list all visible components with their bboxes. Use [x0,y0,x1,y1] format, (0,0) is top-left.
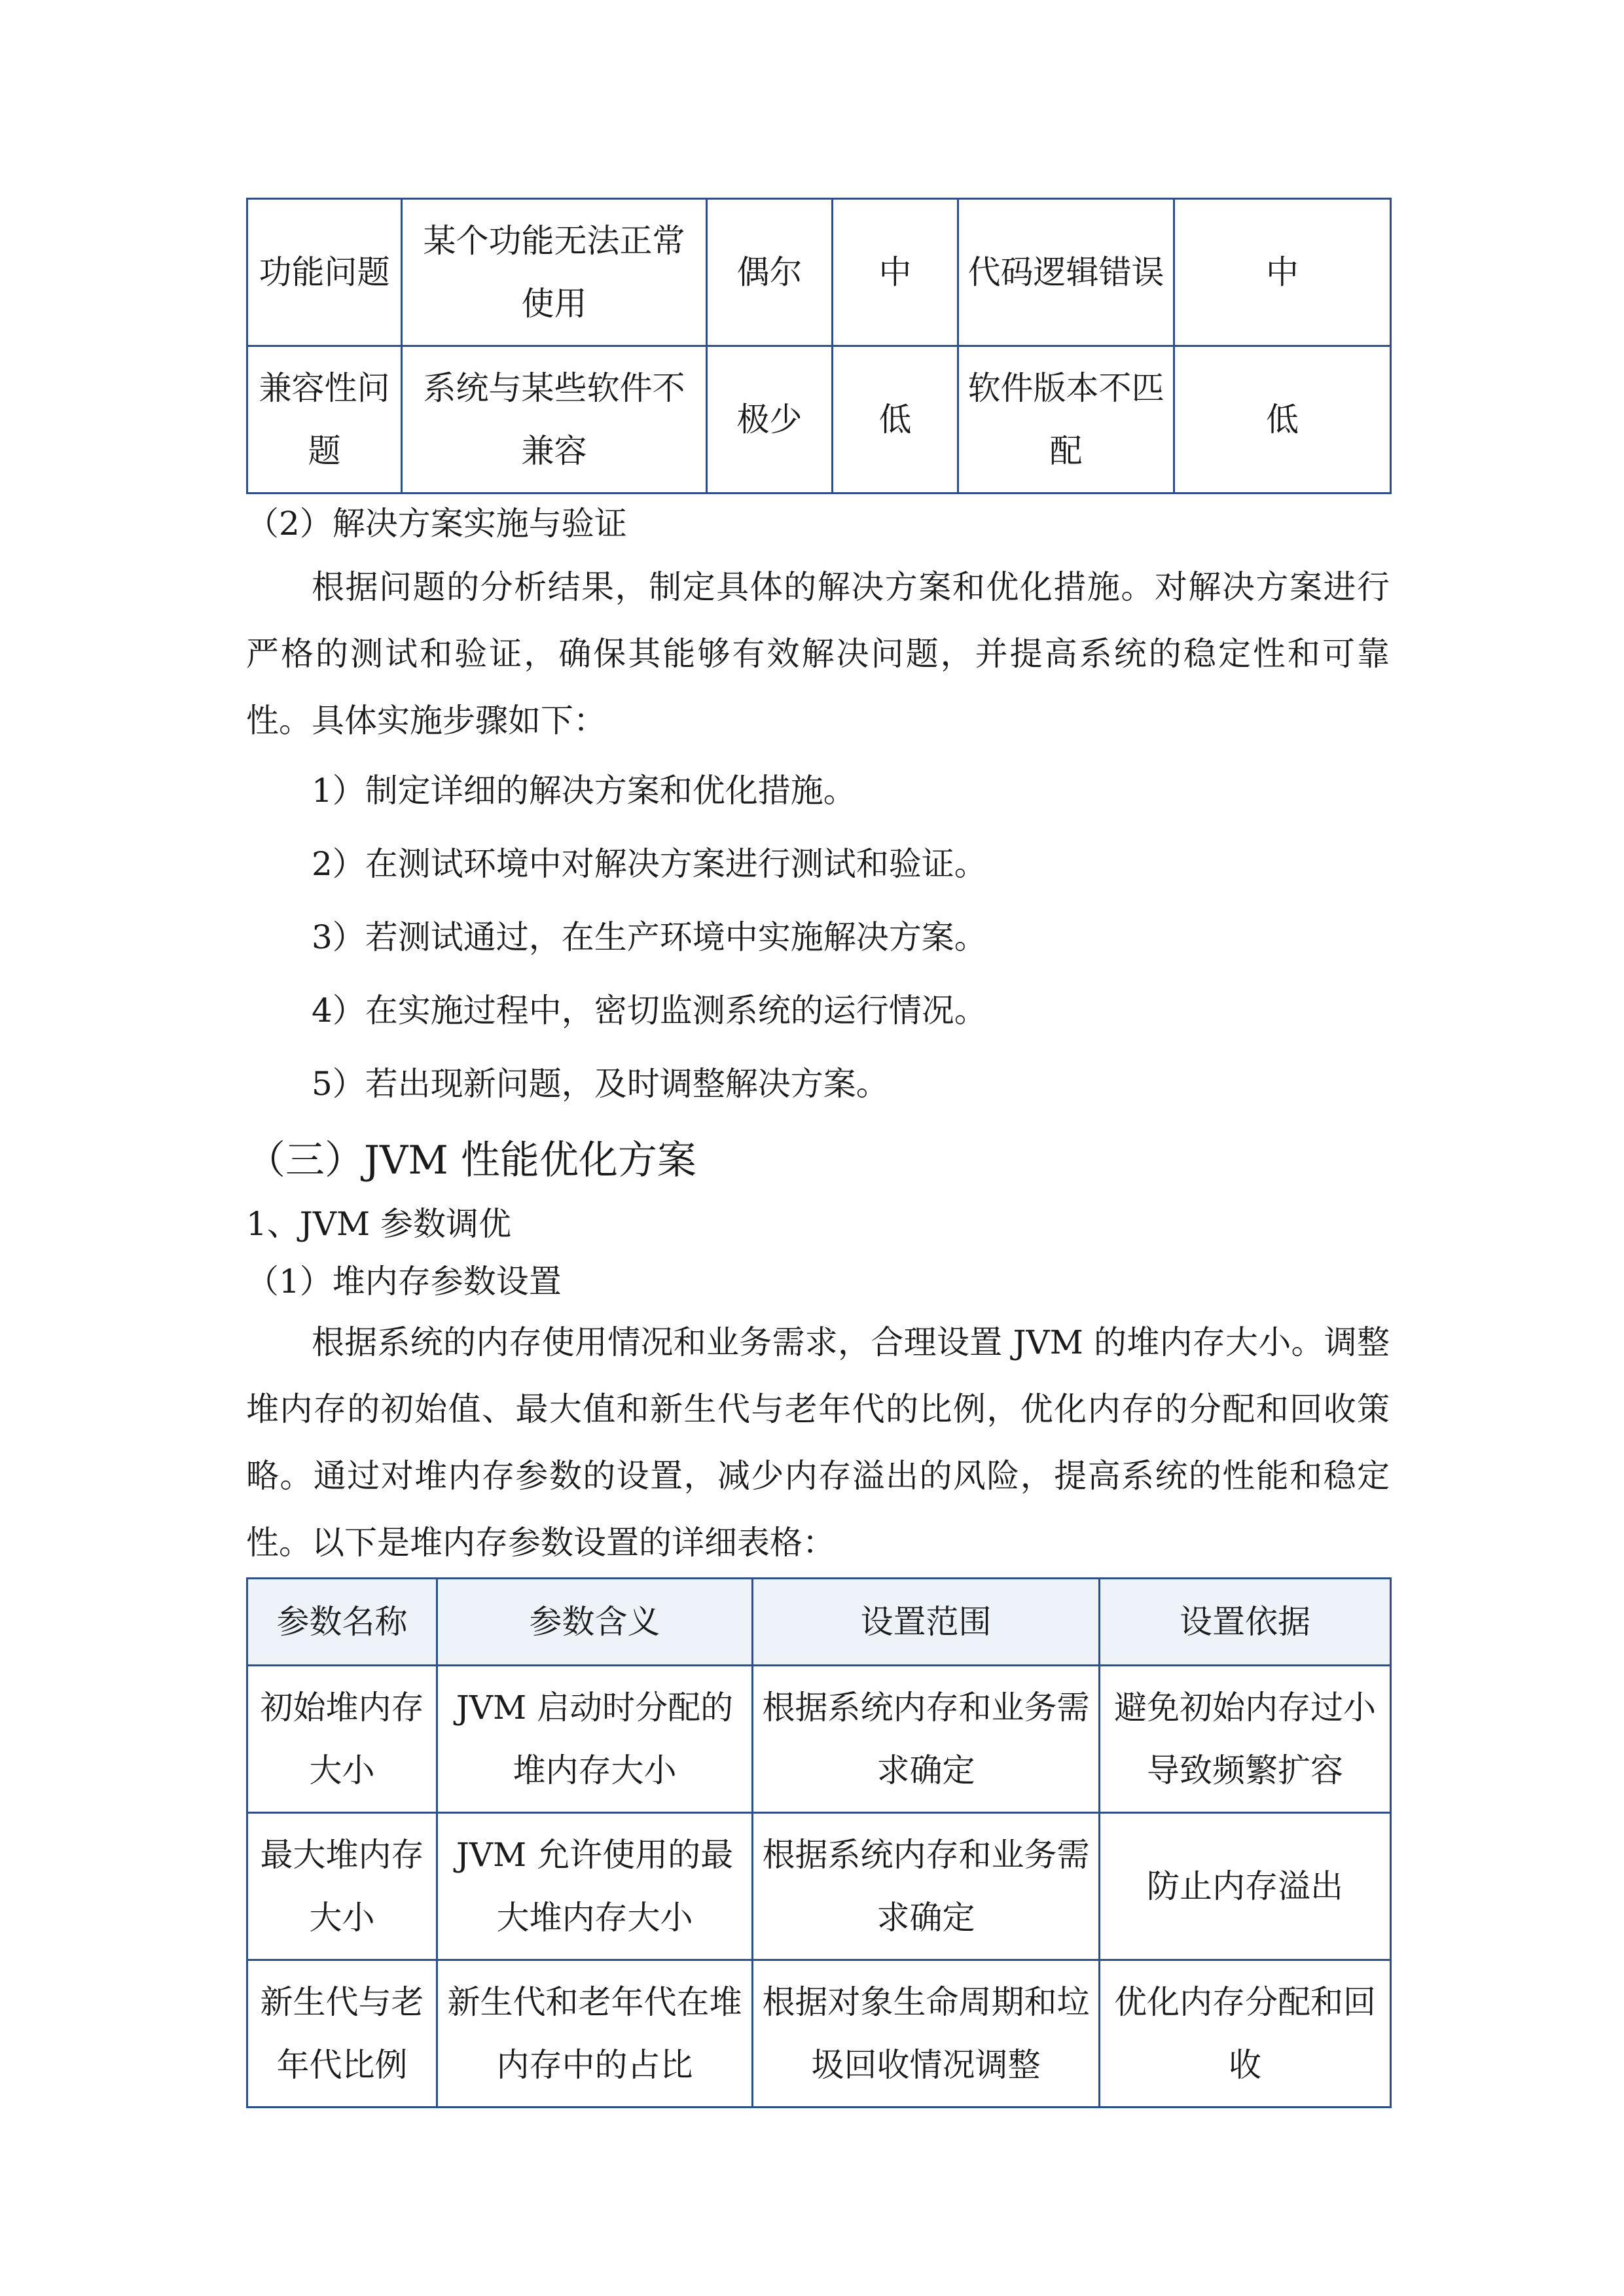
table-header-cell: 参数名称 [247,1579,437,1666]
table-cell: 根据系统内存和业务需求确定 [753,1666,1100,1813]
table-cell: 新生代与老年代比例 [247,1960,437,2108]
table-cell: 极少 [707,346,833,493]
table-cell: JVM 启动时分配的堆内存大小 [437,1666,753,1813]
list-item: 1）制定详细的解决方案和优化措施。 [312,772,856,810]
table-cell: 软件版本不匹配 [958,346,1174,493]
list-item: 2）在测试环境中对解决方案进行测试和验证。 [312,845,987,883]
table-cell: 低 [833,346,958,493]
table-row [247,1666,1391,1813]
table-cell: 避免初始内存过小导致频繁扩容 [1100,1666,1391,1813]
table-header-cell: 参数含义 [437,1579,753,1666]
table-cell: 功能问题 [247,199,402,346]
table-cell: JVM 允许使用的最大堆内存大小 [437,1813,753,1960]
paragraph: 根据系统的内存使用情况和业务需求，合理设置 JVM 的堆内存大小。调整堆内存的初始值、最大值和新生代与老年代的比例，优化内存的分配和回收策略。通过对堆内存参数的设置，减少内存溢出的风险，提高系统的性能和稳定性。以下是堆内存参数设置的详细表格： [246,1323,1390,1562]
list-item: 4）在实施过程中，密切监测系统的运行情况。 [312,992,987,1030]
table-cell: 中 [833,199,958,346]
table-cell: 中 [1174,199,1391,346]
table-cell: 兼容性问题 [247,346,402,493]
table-cell: 优化内存分配和回收 [1100,1960,1391,2108]
table-header-cell: 设置范围 [753,1579,1100,1666]
table-row [247,1960,1391,2108]
heap-parameter-table [246,1577,1392,2108]
section-title: （三）JVM 性能优化方案 [246,1138,696,1183]
subsection-title: 1、JVM 参数调优 [246,1205,512,1243]
table-cell: 根据对象生命周期和垃圾回收情况调整 [753,1960,1100,2108]
list-item: 5）若出现新问题，及时调整解决方案。 [312,1065,889,1103]
table-cell: 初始堆内存大小 [247,1666,437,1813]
table-cell: 某个功能无法正常使用 [402,199,707,346]
table-row [247,346,1391,493]
paragraph: 根据问题的分析结果，制定具体的解决方案和优化措施。对解决方案进行严格的测试和验证，确保其能够有效解决问题，并提高系统的稳定性和可靠性。具体实施步骤如下： [246,568,1390,740]
table-row [247,1813,1391,1960]
table-header-cell: 设置依据 [1100,1579,1391,1666]
table-cell: 根据系统内存和业务需求确定 [753,1813,1100,1960]
table-cell: 代码逻辑错误 [958,199,1174,346]
table-cell: 低 [1174,346,1391,493]
table-cell: 防止内存溢出 [1100,1813,1391,1960]
section-heading: （2）解决方案实施与验证 [246,505,627,543]
problem-analysis-table [246,198,1392,494]
table-cell: 系统与某些软件不兼容 [402,346,707,493]
table-cell: 偶尔 [707,199,833,346]
list-item: 3）若测试通过，在生产环境中实施解决方案。 [312,918,987,956]
subsection-heading: （1）堆内存参数设置 [246,1263,562,1300]
table-cell: 最大堆内存大小 [247,1813,437,1960]
table-cell: 新生代和老年代在堆内存中的占比 [437,1960,753,2108]
table-row [247,199,1391,346]
table-header-row [247,1579,1391,1666]
